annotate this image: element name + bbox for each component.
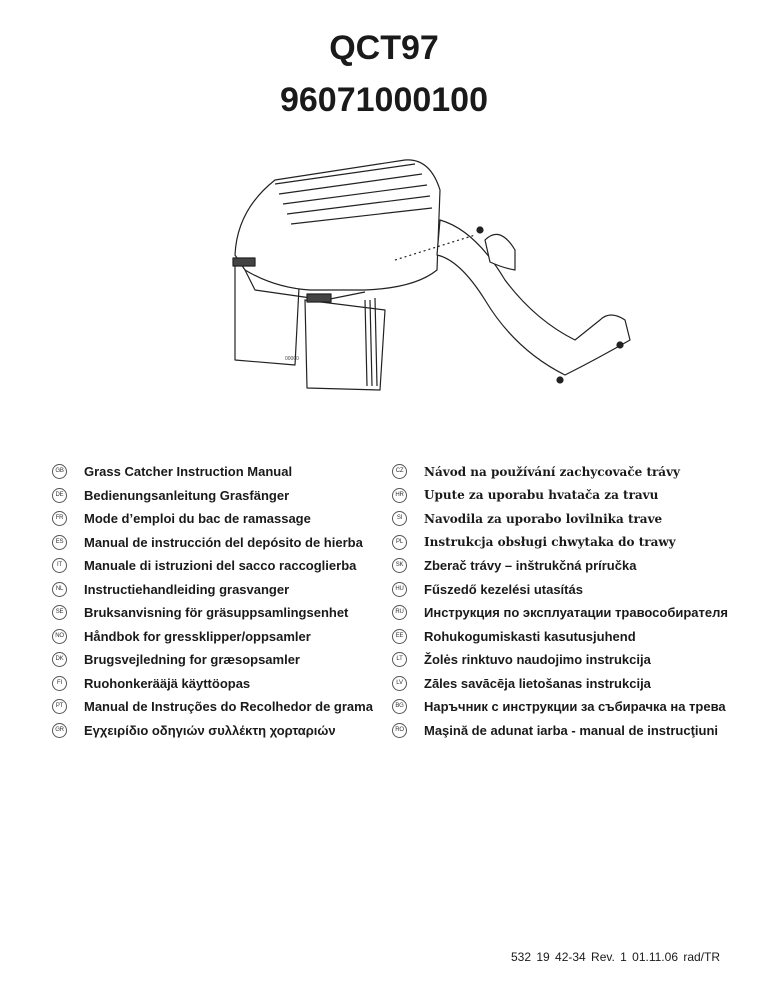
language-code-badge: RO [392,723,407,738]
language-label: Grass Catcher Instruction Manual [84,464,293,480]
language-code-badge: NO [52,629,67,644]
model-title: QCT97 [329,29,439,67]
language-row [392,531,732,555]
language-code-badge: DK [52,652,67,667]
language-code-badge: IT [52,558,67,573]
language-code-badge: LV [392,676,407,691]
language-label: Instructiehandleiding grasvanger [84,581,290,597]
figure-code: 00000 [285,356,299,362]
language-label: Manual de Instruções do Recolhedor de grama [84,699,373,715]
language-label: Mode d’emploi du bac de ramassage [84,511,311,527]
language-label: Инструкция по эксплуатации травособирателя [424,605,728,621]
language-code-badge: SE [52,605,67,620]
language-row [392,625,732,649]
language-label: Fűszedő kezelési utasítás [424,581,583,597]
language-row [392,601,732,625]
language-row [52,507,392,531]
language-label: Rohukogumiskasti kasutusjuhend [424,628,636,644]
part-number: 96071000100 [279,81,488,119]
language-row [392,578,732,602]
language-label: Εγχειρίδιο οδηγιών συλλέκτη χορταριών [84,722,336,738]
language-row [392,484,732,508]
language-row [52,484,392,508]
language-label: Maşină de adunat iarba - manual de instrucţiuni [424,722,718,738]
language-row [392,554,732,578]
language-row [52,531,392,555]
language-code-badge: HR [392,488,407,503]
language-code-badge: BG [392,699,407,714]
language-row [52,695,392,719]
language-label: Instrukcja obsługi chwytaka do trawy [424,535,676,550]
document-reference: 532 19 42-34 Rev. 1 01.11.06 rad/TR [510,950,720,964]
language-code-badge: HU [392,582,407,597]
language-label: Ruohonkerääjä käyttöopas [84,675,251,691]
language-label: Zāles savācēja lietošanas instrukcija [424,675,651,691]
language-code-badge: EE [392,629,407,644]
language-code-badge: NL [52,582,67,597]
language-label: Zberač trávy – inštrukčná príručka [424,558,637,574]
language-label: Navodila za uporabo lovilnika trave [424,511,663,526]
language-label: Návod na používání zachycovače trávy [424,464,681,479]
language-list-right [392,460,732,742]
language-row [392,695,732,719]
language-code-badge: SI [392,511,407,526]
language-label: Bedienungsanleitung Grasfänger [84,487,290,503]
language-row [52,578,392,602]
language-code-badge: PT [52,699,67,714]
language-row [392,672,732,696]
grass-catcher-illustration [215,150,655,450]
language-row [392,460,732,484]
language-row [392,507,732,531]
language-row [52,554,392,578]
language-row [52,719,392,743]
language-row [392,648,732,672]
language-code-badge: SK [392,558,407,573]
language-label: Bruksanvisning för gräsuppsamlingsenhet [84,605,349,621]
language-code-badge: ES [52,535,67,550]
language-label: Manuale di istruzioni del sacco raccoglierba [84,558,357,574]
language-row [52,672,392,696]
language-row [52,460,392,484]
language-code-badge: DE [52,488,67,503]
language-label: Upute za uporabu hvatača za travu [424,488,659,503]
language-code-badge: GR [52,723,67,738]
language-code-badge: LT [392,652,407,667]
language-label: Наръчник с инструкции за събирачка на трева [424,699,726,715]
language-row [52,648,392,672]
language-label: Manual de instrucción del depósito de hierba [84,534,363,550]
language-label: Håndbok for gressklipper/oppsamler [84,628,311,644]
language-row [392,719,732,743]
language-code-badge: PL [392,535,407,550]
language-code-badge: FI [52,676,67,691]
language-row [52,625,392,649]
language-code-badge: CZ [392,464,407,479]
language-row [52,601,392,625]
language-code-badge: FR [52,511,67,526]
language-code-badge: RU [392,605,407,620]
language-code-badge: GB [52,464,67,479]
language-label: Brugsvejledning for græsopsamler [84,652,300,668]
language-list-left [52,460,392,742]
language-label: Žolės rinktuvo naudojimo instrukcija [424,652,651,668]
